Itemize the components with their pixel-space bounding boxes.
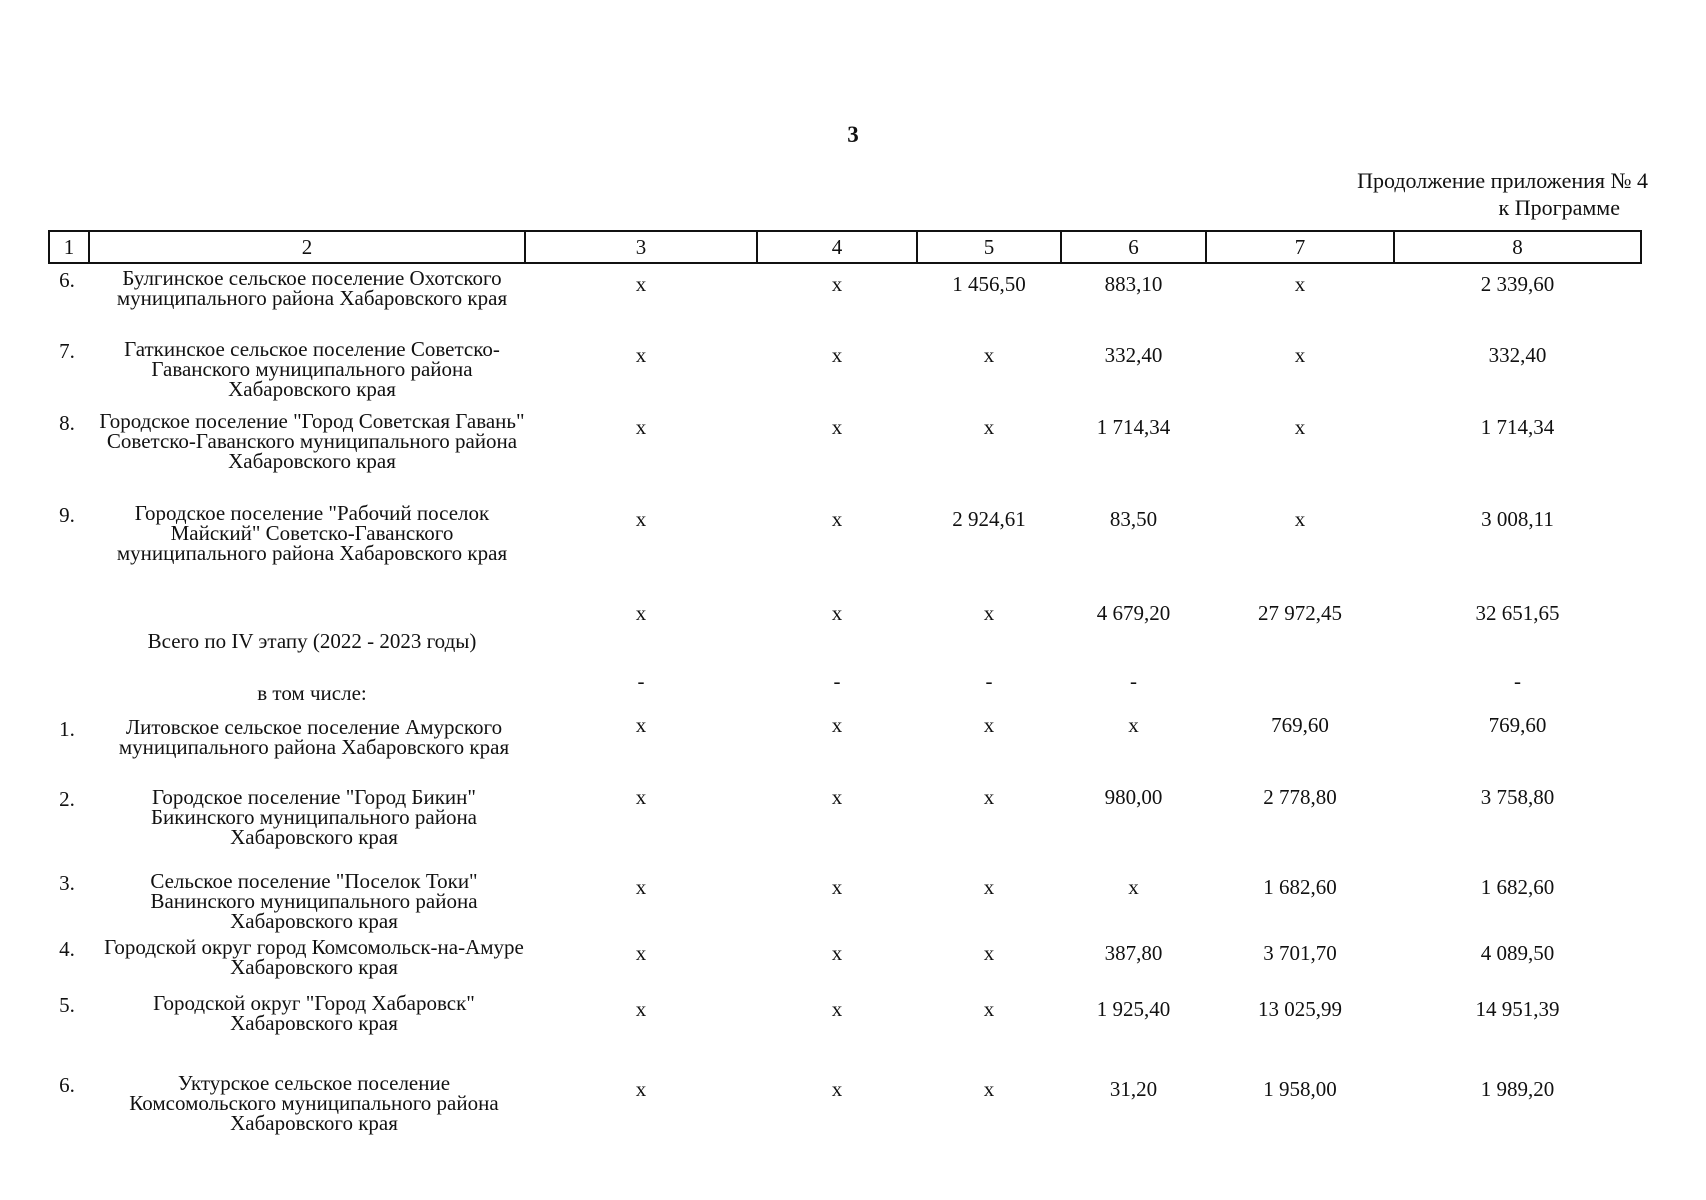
settlement-name: Литовское сельское поселение Амурского муниципального района Хабаровского края (118, 715, 510, 759)
row-number: 4. (59, 937, 75, 961)
header-cell: 1 (49, 231, 89, 263)
appendix-line-1: Продолжение приложения № 4 (1357, 168, 1648, 193)
table-row (49, 933, 1641, 989)
cell-col5: x (983, 785, 995, 809)
appendix-note (1357, 167, 1648, 221)
cell-col4: x (831, 997, 843, 1021)
including-col3: - (637, 669, 645, 693)
table-row (49, 777, 1641, 867)
cell-col5: x (983, 415, 995, 439)
header-cell: 6 (1061, 231, 1206, 263)
table-row (49, 1069, 1641, 1139)
cell-col7: 3 701,70 (1263, 941, 1337, 965)
row-number: 2. (59, 787, 75, 811)
total-col3: x (635, 601, 647, 625)
table-row (49, 499, 1641, 591)
cell-col4: x (831, 785, 843, 809)
cell-col8: 4 089,50 (1480, 941, 1555, 965)
cell-col7: x (1294, 415, 1306, 439)
total-col7: 27 972,45 (1258, 601, 1342, 625)
header-cell: 7 (1206, 231, 1394, 263)
total-col4: x (831, 601, 843, 625)
total-col6: 4 679,20 (1096, 601, 1171, 625)
cell-col8: 1 714,34 (1480, 415, 1555, 439)
cell-col6: 387,80 (1104, 941, 1163, 965)
cell-col6: 1 925,40 (1096, 997, 1171, 1021)
funding-table (48, 230, 1642, 1139)
cell-col7: 1 682,60 (1263, 875, 1337, 899)
table-row (49, 705, 1641, 777)
cell-col7: x (1294, 507, 1306, 531)
row-number: 9. (59, 503, 75, 527)
cell-col3: x (635, 272, 647, 296)
cell-col5: 1 456,50 (952, 272, 1026, 296)
including-col4: - (833, 669, 841, 693)
including-col8: - (1514, 669, 1521, 693)
cell-col4: x (831, 343, 843, 367)
cell-col4: x (831, 713, 843, 737)
table-row (49, 867, 1641, 933)
including-col5: - (985, 669, 993, 693)
cell-col3: x (635, 941, 647, 965)
table-row (49, 335, 1641, 407)
cell-col6: x (1128, 875, 1139, 899)
row-number: 5. (59, 993, 75, 1017)
total-col5: x (983, 601, 995, 625)
cell-col5: x (983, 1077, 995, 1101)
settlement-name: Уктурское сельское поселение Комсомольского муниципального района Хабаровского края (129, 1071, 499, 1135)
settlement-name: Гаткинское сельское поселение Советско-Гаванского муниципального района Хабаровского края (124, 337, 500, 401)
settlement-name: Городской округ город Комсомольск-на-Амуре Хабаровского края (104, 935, 524, 979)
header-row (49, 231, 1641, 263)
including-label: в том числе: (257, 681, 367, 705)
cell-col6: 980,00 (1104, 785, 1163, 809)
cell-col7: x (1294, 343, 1306, 367)
cell-col6: 883,10 (1104, 272, 1163, 296)
table-row (49, 263, 1641, 335)
cell-col3: x (635, 507, 647, 531)
cell-col5: x (983, 997, 995, 1021)
cell-col4: x (831, 941, 843, 965)
cell-col6: 83,50 (1109, 507, 1158, 531)
cell-col6: 1 714,34 (1096, 415, 1171, 439)
row-number: 6. (59, 268, 75, 292)
cell-col8: 2 339,60 (1480, 272, 1555, 296)
cell-col8: 3 758,80 (1480, 785, 1555, 809)
settlement-name: Городской округ "Город Хабаровск" Хабаровского края (153, 991, 475, 1035)
cell-col8: 3 008,11 (1481, 507, 1554, 531)
header-cell: 4 (757, 231, 917, 263)
header-cell: 3 (525, 231, 757, 263)
cell-col7: x (1294, 272, 1306, 296)
cell-col4: x (831, 272, 843, 296)
row-number: 7. (59, 339, 75, 363)
cell-col8: 332,40 (1488, 343, 1547, 367)
table-row (49, 989, 1641, 1069)
settlement-name: Городское поселение "Город Советская Гавань" Советско-Гаванского муниципального района Хабаровского края (99, 409, 525, 473)
settlement-name: Городское поселение "Рабочий поселок Майский" Советско-Гаванского муниципального района Хабаровского края (116, 501, 508, 565)
cell-col5: x (983, 941, 995, 965)
total-row (49, 591, 1641, 661)
header-cell: 8 (1394, 231, 1641, 263)
cell-col3: x (635, 713, 647, 737)
cell-col6: x (1128, 713, 1139, 737)
header-cell: 5 (917, 231, 1061, 263)
settlement-name: Булгинское сельское поселение Охотского муниципального района Хабаровского края (116, 266, 508, 310)
cell-col3: x (635, 1077, 647, 1101)
cell-col7: 769,60 (1271, 713, 1329, 737)
cell-col7: 13 025,99 (1258, 997, 1342, 1021)
settlement-name: Городское поселение "Город Бикин" Бикинского муниципального района Хабаровского края (150, 785, 477, 849)
cell-col5: x (983, 343, 995, 367)
cell-col8: 1 682,60 (1480, 875, 1555, 899)
cell-col5: x (983, 713, 995, 737)
header-cell: 2 (89, 231, 525, 263)
cell-col5: 2 924,61 (952, 507, 1026, 531)
including-row (49, 661, 1641, 705)
total-label: Всего по IV этапу (2022 - 2023 годы) (147, 629, 477, 653)
cell-col3: x (635, 997, 647, 1021)
cell-col7: 2 778,80 (1263, 785, 1337, 809)
cell-col6: 332,40 (1104, 343, 1163, 367)
cell-col4: x (831, 415, 843, 439)
row-number: 8. (59, 411, 75, 435)
including-col6: - (1130, 669, 1137, 693)
appendix-line-2: к Программе (1498, 195, 1620, 220)
cell-col8: 1 989,20 (1480, 1077, 1555, 1101)
cell-col3: x (635, 785, 647, 809)
cell-col3: x (635, 415, 647, 439)
row-number: 1. (59, 717, 75, 741)
row-number: 6. (59, 1073, 75, 1097)
including-col7 (1206, 661, 1394, 705)
total-col8: 32 651,65 (1475, 601, 1560, 625)
cell-col4: x (831, 1077, 843, 1101)
cell-col3: x (635, 343, 647, 367)
settlement-name: Сельское поселение "Поселок Токи" Ванинского муниципального района Хабаровского края (150, 869, 478, 933)
cell-col6: 31,20 (1109, 1077, 1158, 1101)
table-row (49, 407, 1641, 499)
cell-col4: x (831, 875, 843, 899)
cell-col4: x (831, 507, 843, 531)
cell-col7: 1 958,00 (1263, 1077, 1337, 1101)
row-number: 3. (59, 871, 75, 895)
cell-col3: x (635, 875, 647, 899)
cell-col5: x (983, 875, 995, 899)
page-number: 3 (847, 122, 859, 147)
cell-col8: 769,60 (1488, 713, 1547, 737)
cell-col8: 14 951,39 (1475, 997, 1560, 1021)
